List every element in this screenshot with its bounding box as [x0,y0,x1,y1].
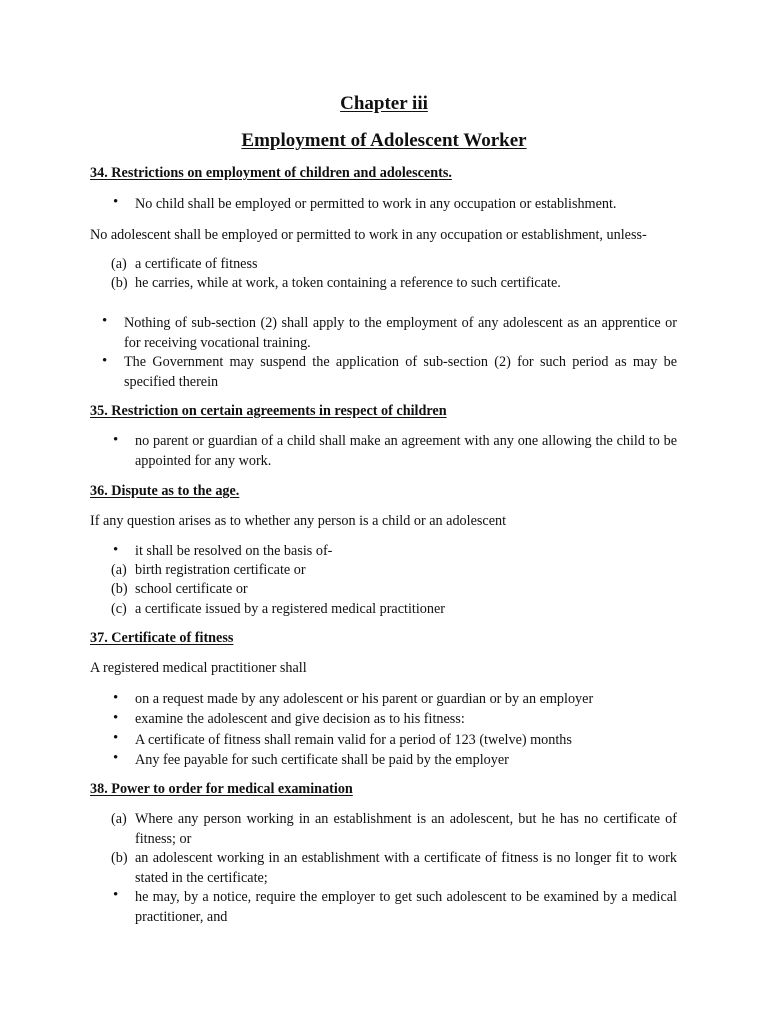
list-marker: (a) [111,811,127,827]
chapter-title: Employment of Adolescent Worker [241,130,527,151]
section-34-bullet-2: Nothing of sub-section (2) shall apply to the employment of any adolescent as an apprentice or for receiving vocational training. [124,315,677,351]
section-37-paragraph: A registered medical practitioner shall [90,660,307,676]
list-marker: (b) [111,850,128,866]
section-35-heading: 35. Restriction on certain agreements in respect of children [90,403,447,419]
bullet-marker: • [113,730,119,746]
bullet-marker: • [113,690,119,706]
list-marker: (b) [111,275,128,291]
section-34-item-a: a certificate of fitness [135,256,258,272]
bullet-marker: • [102,353,108,369]
bullet-marker: • [113,750,119,766]
section-34-bullet-1: No child shall be employed or permitted to work in any occupation or establishment. [135,196,617,212]
list-marker: (a) [111,256,127,272]
section-36-bullet-1: it shall be resolved on the basis of- [135,543,333,559]
section-34-item-b: he carries, while at work, a token containing a reference to such certificate. [135,275,561,291]
bullet-marker: • [113,542,119,558]
section-36-paragraph: If any question arises as to whether any person is a child or an adolescent [90,513,507,529]
list-marker: (a) [111,562,127,578]
bullet-marker: • [113,432,119,448]
section-36-heading: 36. Dispute as to the age. [90,483,240,499]
section-37-bullet-4: Any fee payable for such certificate shall be paid by the employer [135,752,509,768]
section-38-heading: 38. Power to order for medical examination [90,781,353,797]
section-38-item-a: Where any person working in an establishment is an adolescent, but he has no certificate of fitness; or [135,811,677,847]
section-36-item-b: school certificate or [135,581,248,597]
bullet-marker: • [102,313,108,329]
section-37-bullet-1: on a request made by any adolescent or his parent or guardian or by an employer [135,691,594,707]
bullet-marker: • [113,887,119,903]
section-36-item-c: a certificate issued by a registered medical practitioner [135,601,446,617]
bullet-marker: • [113,710,119,726]
section-34-paragraph: No adolescent shall be employed or permitted to work in any occupation or establishment, unless- [90,227,647,243]
section-35-bullet-1: no parent or guardian of a child shall make an agreement with any one allowing the child to be appointed for any work. [135,433,677,469]
section-34-heading: 34. Restrictions on employment of children and adolescents. [90,165,452,181]
section-37-heading: 37. Certificate of fitness [90,630,234,646]
section-37-bullet-2: examine the adolescent and give decision as to his fitness: [135,711,465,727]
section-37-bullet-3: A certificate of fitness shall remain valid for a period of 123 (twelve) months [135,732,572,748]
list-marker: (b) [111,581,128,597]
section-38-bullet-1: he may, by a notice, require the employer to get such adolescent to be examined by a medical practitioner, and [135,889,677,925]
section-38-item-b: an adolescent working in an establishment with a certificate of fitness is no longer fit to work stated in the certificate; [135,850,677,886]
bullet-marker: • [113,194,119,210]
list-marker: (c) [111,601,127,617]
section-34-bullet-3: The Government may suspend the application of sub-section (2) for such period as may be specified therein [124,354,677,390]
section-36-item-a: birth registration certificate or [135,562,306,578]
chapter-heading: Chapter iii [340,93,428,114]
